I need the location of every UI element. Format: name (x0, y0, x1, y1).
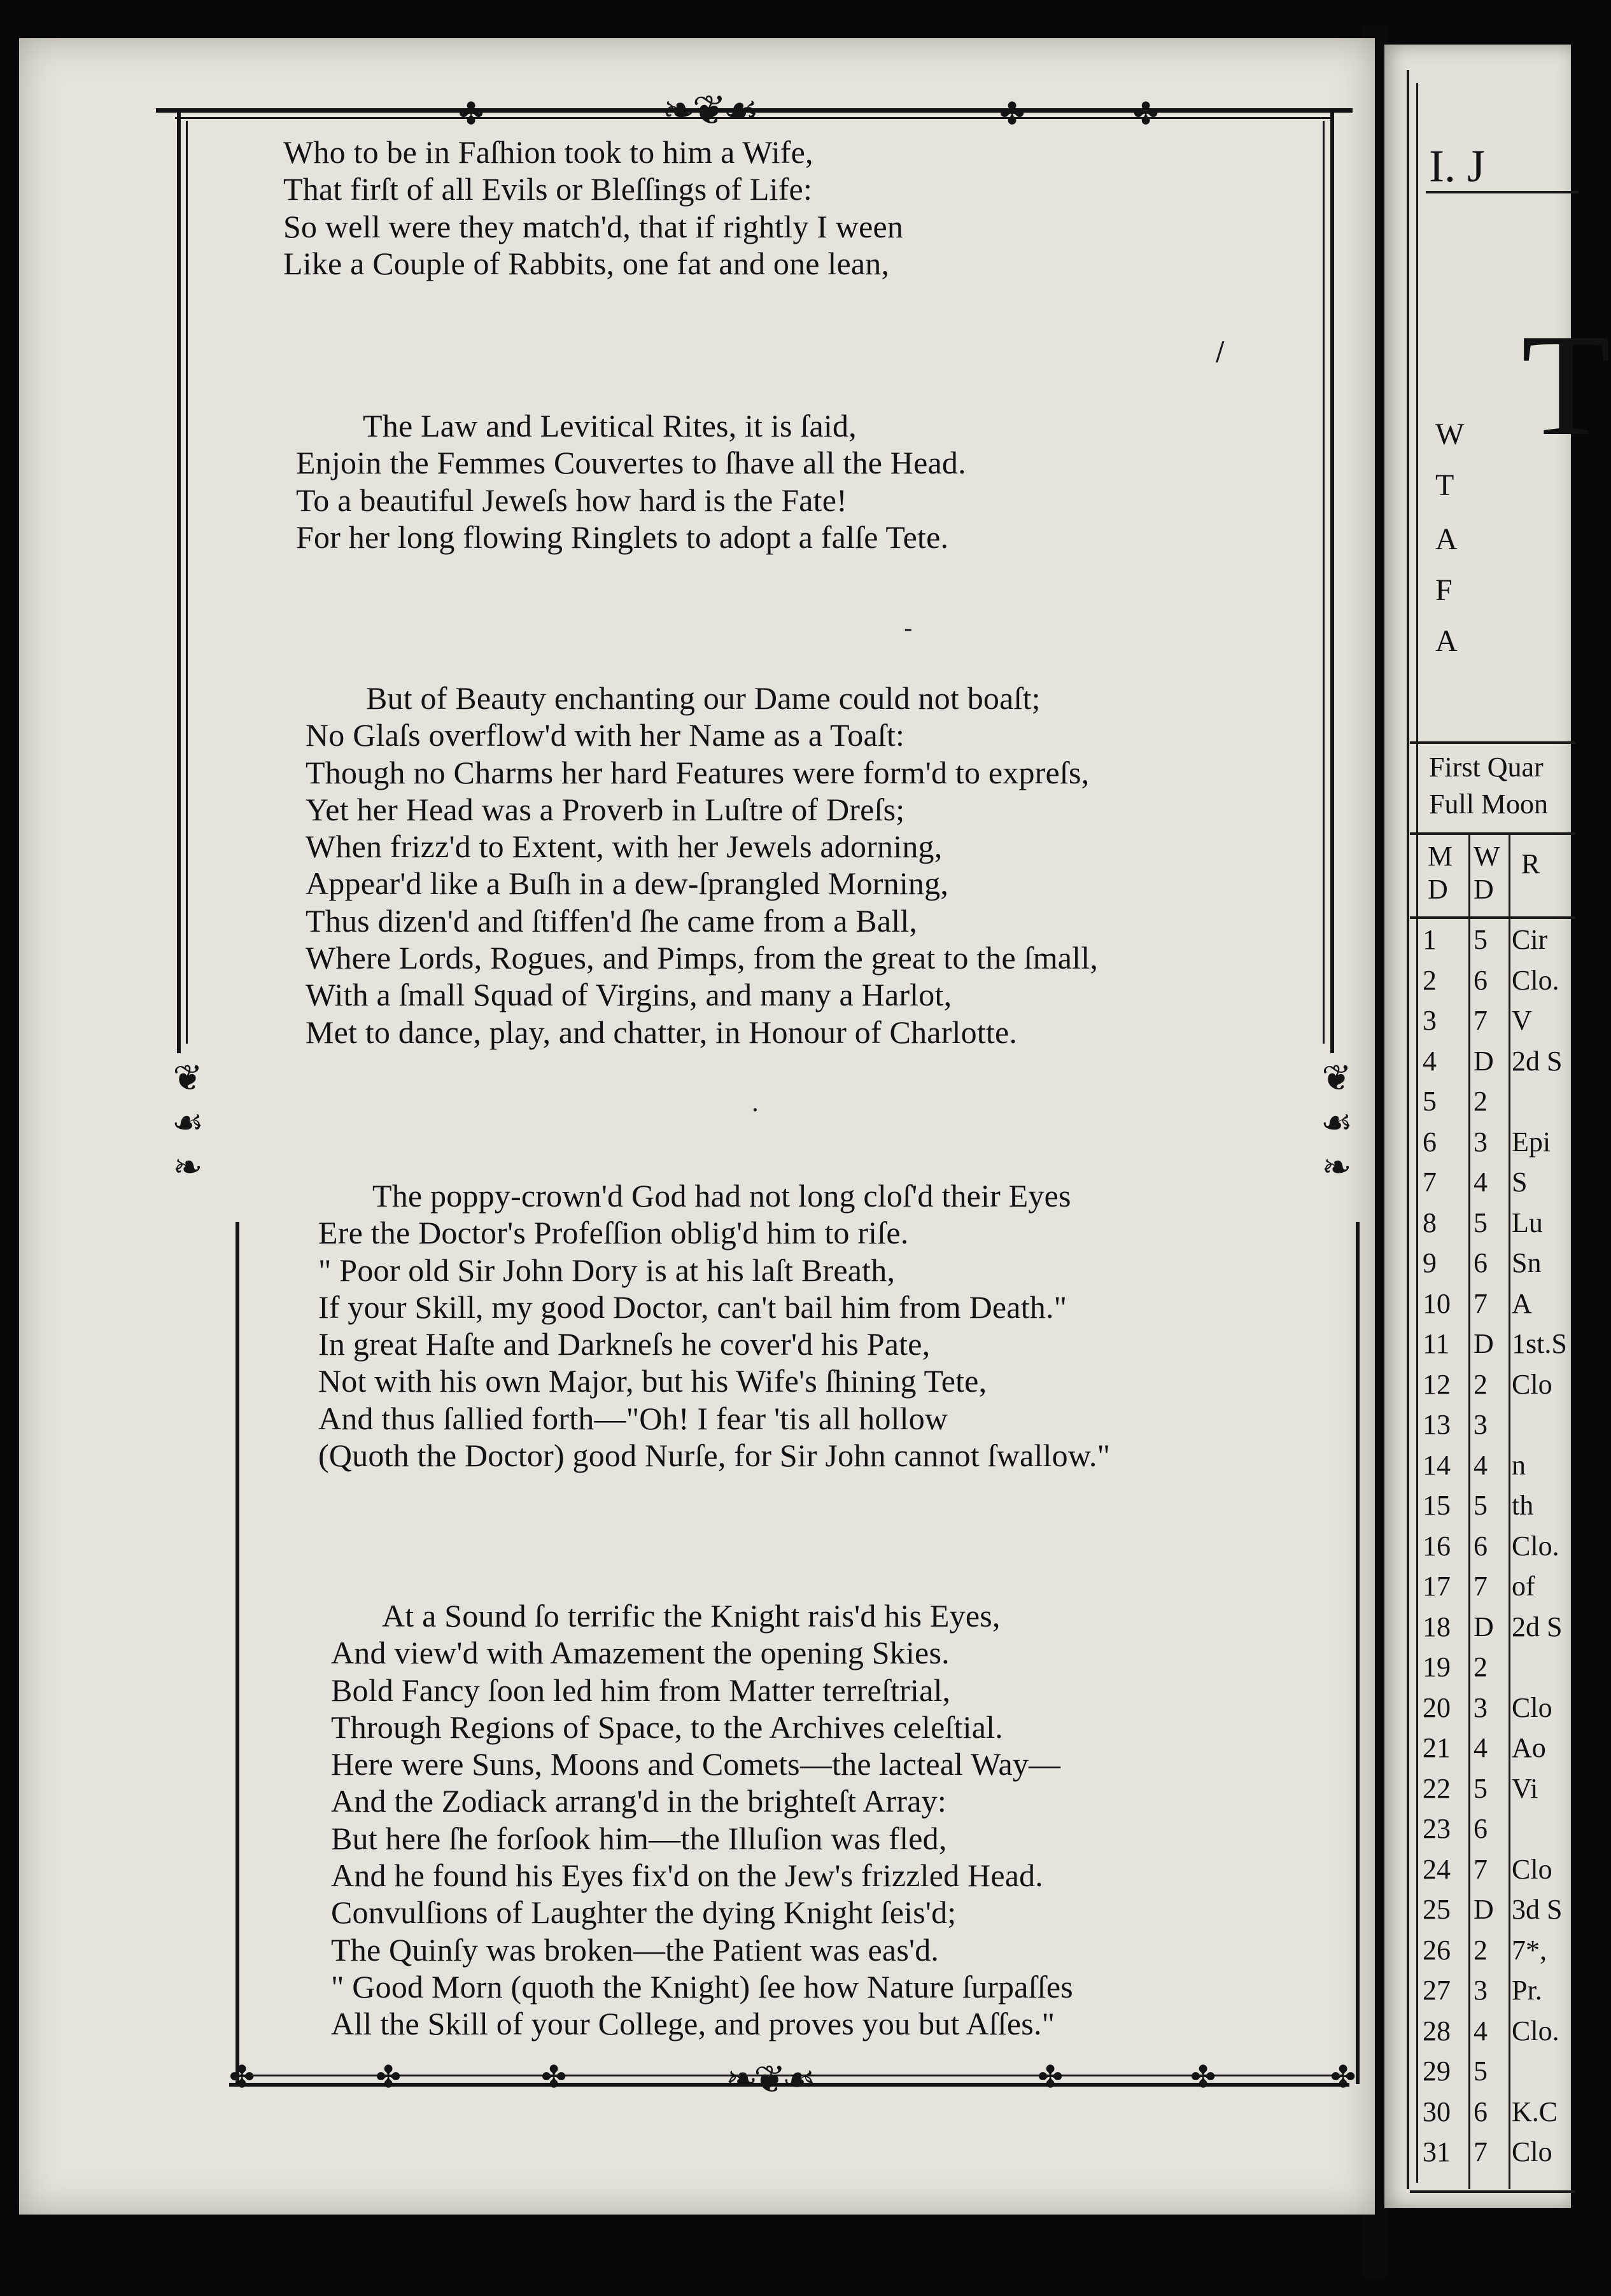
poem-line: Like a Couple of Rabbits, one fat and one lean, (283, 245, 890, 281)
calendar-row (1407, 1205, 1572, 1242)
calendar-day-of-month: 6 (1423, 1126, 1437, 1158)
calendar-row (1407, 1447, 1572, 1485)
calendar-day-of-month: 18 (1423, 1611, 1451, 1642)
calendar-remark: Ao (1512, 1732, 1546, 1763)
moon-phase-label: First Quar (1429, 752, 1544, 783)
frame-rosette-icon: ✤ (229, 2059, 255, 2095)
calendar-day-of-week: 5 (1474, 1490, 1488, 1521)
calendar-day-of-week: 5 (1474, 1772, 1488, 1804)
side-initial: F (1435, 573, 1453, 607)
calendar-day-of-week: 4 (1474, 1166, 1488, 1198)
calendar-remark: Epi (1512, 1126, 1551, 1158)
calendar-day-of-month: 4 (1423, 1045, 1437, 1077)
poem-line: Thus dizen'd and ſtiffen'd ſhe came from a Ball, (306, 902, 918, 939)
page-header: I. J (1429, 141, 1485, 192)
calendar-day-of-month: 16 (1423, 1530, 1451, 1562)
calendar-remark: Clo (1512, 1368, 1552, 1400)
poem-line: The Quinſy was broken—the Patient was eas'd. (331, 1931, 939, 1968)
poem-line: Though no Charms her hard Features were form'd to expreſs, (306, 754, 1090, 790)
calendar-remark: 2d S (1512, 1611, 1563, 1642)
calendar-day-of-week: 4 (1474, 2015, 1488, 2047)
calendar-row (1407, 1245, 1572, 1282)
frame-rosette-icon: ✤ (999, 96, 1025, 132)
calendar-day-of-week: D (1474, 1894, 1494, 1925)
calendar-day-of-week: D (1474, 1611, 1494, 1642)
poem-line: " Good Morn (quoth the Knight) ſee how Nature ſurpaſſes (331, 1968, 1073, 2005)
calendar-day-of-month: 13 (1423, 1409, 1451, 1440)
calendar-day-of-week: 2 (1474, 1934, 1488, 1966)
poem-line: So well were they match'd, that if rightly I ween (283, 208, 904, 244)
moon-rule-top (1410, 741, 1575, 744)
frame-rosette-icon: ✤ (376, 2059, 402, 2095)
calendar-day-of-month: 15 (1423, 1490, 1451, 1521)
calendar-remark: 3d S (1512, 1894, 1563, 1925)
calendar-day-of-month: 2 (1423, 964, 1437, 996)
poem-line: But here ſhe forſook him—the Illuſion was fled, (331, 1820, 947, 1856)
calendar-day-of-month: 27 (1423, 1975, 1451, 2006)
calendar-day-of-week: 7 (1474, 1005, 1488, 1036)
poem-stanza-3 (306, 680, 1098, 1051)
calendar-day-of-week: 4 (1474, 1732, 1488, 1763)
frame-rosette-icon: ✤ (1330, 2059, 1356, 2095)
table-bottom-rule (1410, 2190, 1575, 2193)
calendar-day-of-month: 28 (1423, 2015, 1451, 2047)
calendar-day-of-month: 29 (1423, 2055, 1451, 2087)
calendar-day-of-week: 4 (1474, 1449, 1488, 1481)
poem-line: At a Sound ſo terrific the Knight rais'd his Eyes, (382, 1598, 1001, 1634)
poem-line: And thus ſallied forth—"Oh! I fear 'tis all hollow (318, 1400, 948, 1436)
poem-line: Appear'd like a Buſh in a dew-ſprangled Morning, (306, 865, 949, 902)
poem-line: The Law and Levitical Rites, it is ſaid, (363, 408, 857, 444)
poem-stanza-4 (318, 1177, 1110, 1474)
poem-line: Here were Suns, Moons and Comets—the lacteal Way— (331, 1746, 1061, 1782)
calendar-day-of-month: 5 (1423, 1086, 1437, 1117)
left-vine-ornament: ❦ ☙ ❧ (171, 1058, 204, 1188)
calendar-remark: 1st.S (1512, 1328, 1567, 1359)
calendar-row (1407, 2094, 1572, 2131)
frame-right-rule (1330, 111, 1334, 1053)
calendar-day-of-week: 6 (1474, 1813, 1488, 1844)
calendar-row (1407, 1285, 1572, 1323)
calendar-remark: Clo (1512, 2136, 1552, 2167)
calendar-day-of-month: 1 (1423, 924, 1437, 955)
calendar-row (1407, 1326, 1572, 1363)
calendar-day-of-week: 6 (1474, 2096, 1488, 2127)
left-page (19, 38, 1375, 2215)
calendar-day-of-week: 6 (1474, 964, 1488, 996)
frame-rosette-icon: ✤ (1133, 96, 1159, 132)
calendar-day-of-week: 7 (1474, 2136, 1488, 2167)
calendar-day-of-week: 3 (1474, 1126, 1488, 1158)
frame-left-rule-lower (236, 1222, 239, 2084)
calendar-remark: of (1512, 1571, 1535, 1602)
calendar-day-of-month: 14 (1423, 1449, 1451, 1481)
calendar-row (1407, 1406, 1572, 1444)
calendar-day-of-month: 19 (1423, 1651, 1451, 1683)
calendar-day-of-week: 2 (1474, 1368, 1488, 1400)
calendar-day-of-week: D (1474, 1328, 1494, 1359)
poem-line: When frizz'd to Extent, with her Jewels adorning, (306, 829, 943, 865)
poem-line: In great Haſte and Darkneſs he cover'd his Pate, (318, 1326, 931, 1362)
calendar-remark: Clo. (1512, 1530, 1559, 1562)
frame-rosette-icon: ✤ (541, 2059, 567, 2095)
calendar-day-of-month: 17 (1423, 1571, 1451, 1602)
calendar-day-of-month: 21 (1423, 1732, 1451, 1763)
frame-left-rule-inner (186, 121, 188, 1044)
calendar-day-of-month: 24 (1423, 1853, 1451, 1885)
calendar-remark: Clo (1512, 1691, 1552, 1723)
moon-rule-bottom (1410, 832, 1575, 835)
poem-line: Ere the Doctor's Profeſſion oblig'd him to riſe. (318, 1215, 909, 1251)
calendar-day-of-month: 12 (1423, 1368, 1451, 1400)
calendar-remark: K.C (1512, 2096, 1558, 2127)
calendar-row (1407, 1487, 1572, 1525)
frame-right-rule-inner (1323, 121, 1325, 1044)
calendar-row (1407, 1972, 1572, 2010)
calendar-row (1407, 2134, 1572, 2171)
poem-line: To a beautiful Jeweſs how hard is the Fate! (296, 482, 847, 518)
calendar-day-of-month: 30 (1423, 2096, 1451, 2127)
calendar-day-of-month: 8 (1423, 1207, 1437, 1238)
calendar-day-of-month: 26 (1423, 1934, 1451, 1966)
poem-line: And the Zodiack arrang'd in the brighteſt Array: (331, 1783, 946, 1819)
calendar-day-of-month: 9 (1423, 1247, 1437, 1278)
calendar-remark: 7*, (1512, 1934, 1547, 1966)
calendar-row (1407, 1690, 1572, 1727)
poem-line: Who to be in Faſhion took to him a Wife, (283, 134, 813, 170)
calendar-remark: th (1512, 1490, 1534, 1521)
calendar-row (1407, 1002, 1572, 1040)
calendar-row (1407, 1891, 1572, 1929)
poem-line: Where Lords, Rogues, and Pimps, from the great to the ſmall, (306, 940, 1099, 976)
calendar-day-of-month: 20 (1423, 1691, 1451, 1723)
calendar-remark: 2d S (1512, 1045, 1563, 1077)
calendar-row (1407, 1164, 1572, 1201)
calendar-day-of-week: 3 (1474, 1691, 1488, 1723)
calendar-remark: Clo. (1512, 964, 1559, 996)
calendar-remark: Cir (1512, 924, 1548, 955)
stanza-mark: - (904, 614, 913, 643)
calendar-day-of-week: 6 (1474, 1530, 1488, 1562)
calendar-day-of-week: 3 (1474, 1975, 1488, 2006)
poem-line: No Glaſs overflow'd with her Name as a Toaſt: (306, 717, 905, 753)
poem-line: If your Skill, my good Doctor, can't bail him from Death." (318, 1289, 1067, 1325)
calendar-row (1407, 1770, 1572, 1808)
calendar-day-of-week: 2 (1474, 1086, 1488, 1117)
calendar-day-of-month: 31 (1423, 2136, 1451, 2167)
calendar-remark: Lu (1512, 1207, 1543, 1238)
poem-line: Enjoin the Femmes Couvertes to ſhave all the Head. (296, 445, 966, 481)
calendar-day-of-week: D (1474, 1045, 1494, 1077)
frame-left-rule (177, 111, 181, 1053)
calendar-row (1407, 1083, 1572, 1121)
side-initial: A (1435, 522, 1458, 556)
table-header-md: M D (1428, 841, 1453, 905)
poem-line: Bold Fancy ſoon led him from Matter terreſtrial, (331, 1672, 951, 1708)
frame-rosette-icon: ✤ (1190, 2059, 1216, 2095)
calendar-day-of-week: 7 (1474, 1853, 1488, 1885)
big-initial-letter: T (1521, 304, 1611, 466)
moon-phase-label: Full Moon (1429, 788, 1549, 820)
calendar-row (1407, 1609, 1572, 1646)
calendar-remark: n (1512, 1449, 1526, 1481)
poem-line: All the Skill of your College, and proves you but Aſſes." (331, 2006, 1055, 2042)
calendar-day-of-week: 5 (1474, 2055, 1488, 2087)
calendar-row (1407, 1568, 1572, 1606)
poem-line: But of Beauty enchanting our Dame could not boaſt; (366, 680, 1041, 716)
poem-line: Yet her Head was a Proverb in Luſtre of Dreſs; (306, 791, 905, 827)
calendar-day-of-week: 7 (1474, 1571, 1488, 1602)
poem-line: And he found his Eyes fix'd on the Jew's frizzled Head. (331, 1858, 1044, 1894)
calendar-day-of-month: 3 (1423, 1005, 1437, 1036)
calendar-row (1407, 1730, 1572, 1767)
bottom-scroll-ornament: ❧❦☙ (726, 2057, 813, 2102)
calendar-row (1407, 1366, 1572, 1404)
calendar-row (1407, 1851, 1572, 1889)
side-initial: W (1435, 417, 1465, 451)
poem-line: That firſt of all Evils or Bleſſings of Life: (283, 171, 813, 207)
poem-line: " Poor old Sir John Dory is at his laſt Breath, (318, 1252, 896, 1288)
poem-line: Convulſions of Laughter the dying Knight ſeis'd; (331, 1894, 957, 1931)
poem-stanza-2 (296, 407, 966, 556)
calendar-remark: S (1512, 1166, 1528, 1198)
calendar-day-of-month: 10 (1423, 1287, 1451, 1319)
poem-stanza-1 (283, 134, 903, 282)
calendar-remark: A (1512, 1287, 1532, 1319)
poem-line: With a ſmall Squad of Virgins, and many a Harlot, (306, 977, 952, 1013)
calendar-day-of-week: 7 (1474, 1287, 1488, 1319)
calendar-remark: Clo. (1512, 2015, 1559, 2047)
calendar-row (1407, 2053, 1572, 2090)
calendar-remark: Clo (1512, 1853, 1552, 1885)
right-vine-ornament: ❦ ☙ ❧ (1320, 1058, 1353, 1188)
poem-stanza-5 (331, 1597, 1073, 2043)
frame-rosette-icon: ✤ (458, 96, 484, 132)
calendar-day-of-week: 5 (1474, 924, 1488, 955)
calendar-day-of-month: 7 (1423, 1166, 1437, 1198)
stanza-mark: . (751, 1088, 759, 1117)
frame-rosette-icon: ✤ (1038, 2059, 1064, 2095)
stanza-mark: / (1216, 337, 1225, 367)
calendar-row (1407, 962, 1572, 1000)
calendar-day-of-week: 3 (1474, 1409, 1488, 1440)
poem-line: Not with his own Major, but his Wife's ſhining Tete, (318, 1363, 987, 1399)
side-initial: A (1435, 624, 1458, 658)
table-header-rule (1410, 916, 1575, 919)
calendar-day-of-week: 6 (1474, 1247, 1488, 1278)
calendar-row (1407, 1528, 1572, 1565)
calendar-row (1407, 1124, 1572, 1161)
calendar-remark: Sn (1512, 1247, 1542, 1278)
calendar-day-of-month: 25 (1423, 1894, 1451, 1925)
calendar-day-of-week: 2 (1474, 1651, 1488, 1683)
calendar-remark: Pr. (1512, 1975, 1542, 2006)
side-initial: T (1435, 468, 1454, 502)
poem-line: Through Regions of Space, to the Archives celeſtial. (331, 1709, 1003, 1745)
poem-line: And view'd with Amazement the opening Skies. (331, 1635, 950, 1671)
table-header-wd: W D (1474, 841, 1500, 905)
poem-line: The poppy-crown'd God had not long cloſ'd their Eyes (372, 1178, 1071, 1214)
calendar-day-of-month: 22 (1423, 1772, 1451, 1804)
calendar-day-of-month: 11 (1423, 1328, 1450, 1359)
calendar-row (1407, 1649, 1572, 1686)
calendar-day-of-week: 5 (1474, 1207, 1488, 1238)
frame-right-rule-lower (1356, 1222, 1360, 2084)
calendar-row (1407, 1932, 1572, 1970)
right-page-fragment (1384, 45, 1611, 2208)
calendar-row (1407, 2013, 1572, 2050)
calendar-day-of-month: 23 (1423, 1813, 1451, 1844)
table-header-r: R (1521, 848, 1540, 879)
poem-line: For her long flowing Ringlets to adopt a falſe Tete. (296, 519, 949, 555)
calendar-row (1407, 1043, 1572, 1081)
top-scroll-ornament: ❧❦☙ (662, 87, 756, 134)
calendar-row (1407, 921, 1572, 959)
poem-line: Met to dance, play, and chatter, in Honour of Charlotte. (306, 1014, 1018, 1050)
calendar-remark: Vi (1512, 1772, 1538, 1804)
poem-line: (Quoth the Doctor) good Nurſe, for Sir John cannot ſwallow." (318, 1438, 1111, 1474)
calendar-remark: V (1512, 1005, 1532, 1036)
calendar-row (1407, 1810, 1572, 1848)
